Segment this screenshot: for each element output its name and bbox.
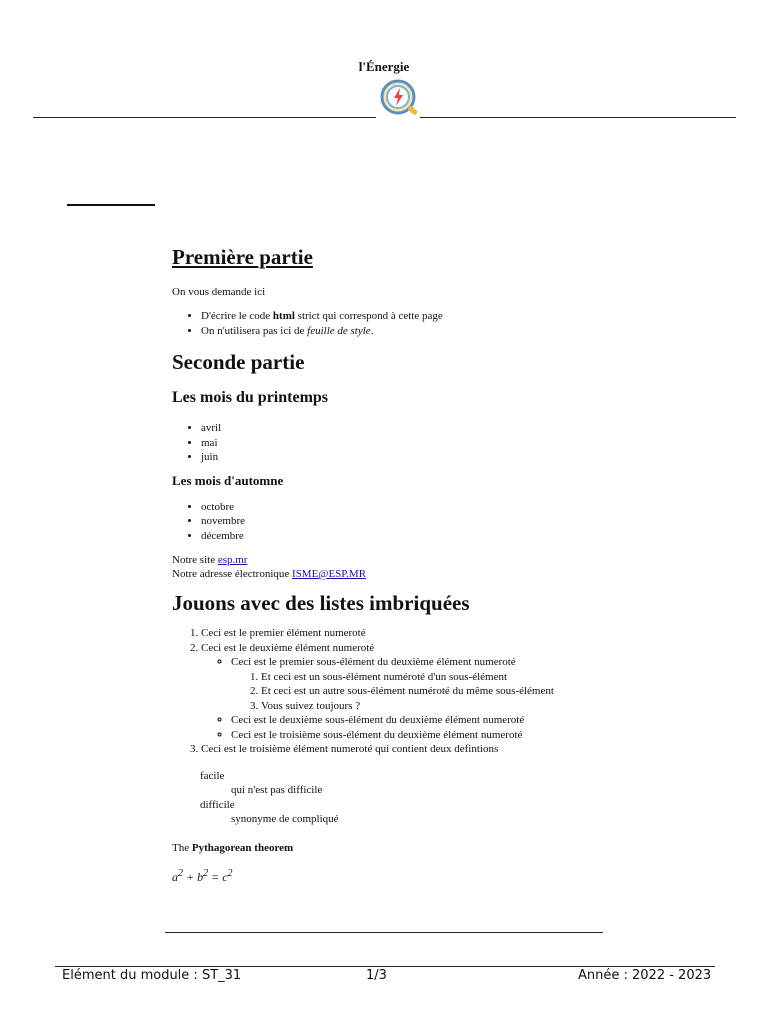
email-line: Notre adresse électronique ISME@ESP.MR [172,568,367,580]
list-item: 3. Vous suivez toujours ? [261,699,612,714]
list-item: ◦ Ceci est le deuxième sous-élément du deuxième élément numeroté [231,713,612,728]
list-item: • octobre [201,500,612,515]
list-item: 1. Et ceci est un sous-élément numéroté d'un sous-élément [261,670,612,685]
heading-part3: Jouons avec des listes imbriquées [172,591,470,615]
list-item: • mai [201,436,612,451]
footer-rule [55,966,715,967]
list-item: 2. Ceci est le deuxième élément numeroté ◦ Ceci est le premier sous-élément du deuxième élément numeroté 1. Et ceci est un sous-élément numéroté d'un sous-élément 2. Et ceci est un autre sous-élément numéroté du même sous-élément 3. Vous suivez toujours ? ◦ Ceci est le deuxième sous-élément du deuxième élément numeroté ◦ Ceci est le troisième sous-élément du deuxième élément numeroté [201,641,612,743]
list-item: • On n'utilisera pas ici de feuille de style. [201,324,612,339]
footer-page-number: 1/3 [366,968,387,983]
content-bottom-rule [165,932,603,933]
def-term: difficile [200,798,235,811]
list-item: ◦ Ceci est le troisième sous-élément du deuxième élément numeroté [231,728,612,743]
definition-list [200,769,612,827]
list-item: • avril [201,421,612,436]
sub-list [201,655,612,742]
heading-part2: Seconde partie [172,350,305,374]
list-item: • D'écrire le code html strict qui correspond à cette page [201,309,612,324]
list-item: 3. Ceci est le troisième élément numeroté qui contient deux defintions [201,742,612,757]
list-item: • décembre [201,529,612,544]
def-desc: synonyme de compliqué [231,813,339,825]
main-content [172,242,612,884]
part1-list [172,309,612,338]
footer-module: Elément du module : ST_31 [62,968,242,983]
list-item: • novembre [201,514,612,529]
def-term: facile [200,769,225,782]
def-desc: qui n'est pas difficile [231,784,323,796]
pythagoras-formula: $a^2 + b^2 = c^2$ [172,867,233,884]
list-item: 2. Et ceci est un autre sous-élément numéroté du même sous-élément [261,684,612,699]
site-link[interactable]: esp.mr [217,554,248,566]
heading-autumn: Les mois d'automne [172,472,284,488]
section-rule [67,204,155,206]
list-item: 1. Ceci est le premier élément numeroté [201,626,612,641]
header-rule-left [33,117,376,118]
sub-sub-list [231,670,612,714]
pythagoras-line: The Pythagorean theorem [172,841,294,854]
list-item: ◦ Ceci est le premier sous-élément du deuxième élément numeroté 1. Et ceci est un sous-élément numéroté d'un sous-élément 2. Et ceci est un autre sous-élément numéroté du même sous-élément 3. Vous suivez toujours ? [231,655,612,713]
autumn-list [172,500,612,544]
spring-list [172,421,612,465]
list-item: • juin [201,450,612,465]
nested-list [172,626,612,757]
heading-part1: Première partie [172,245,313,269]
heading-spring: Les mois du printemps [172,389,329,406]
footer-year: Année : 2022 - 2023 [578,968,712,983]
site-line: Notre site esp.mr [172,554,248,566]
header-rule-right [420,117,736,118]
page-header-title: l'Énergie [358,59,410,74]
email-link[interactable]: ISME@ESP.MR [292,568,367,580]
part1-intro: On vous demande ici [172,286,266,298]
energy-logo-icon [376,77,420,121]
